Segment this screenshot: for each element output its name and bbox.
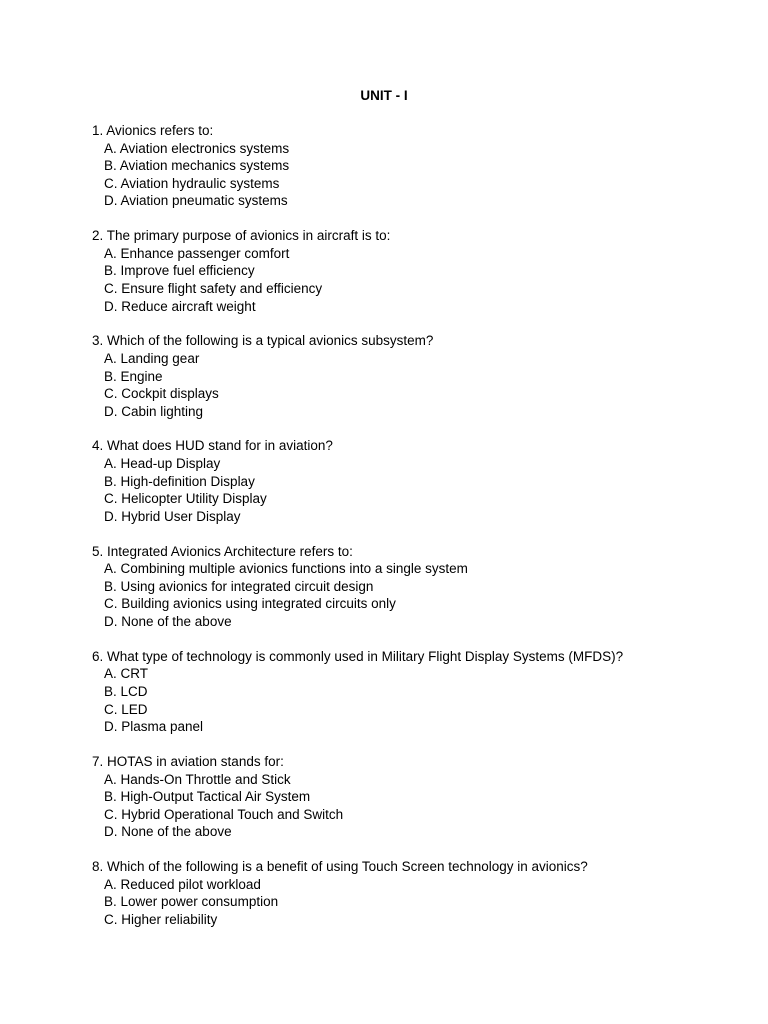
question-list (92, 122, 752, 946)
question-2 (92, 227, 752, 315)
question-text: 7. HOTAS in aviation stands for: (92, 753, 284, 769)
option-c: C. Ensure flight safety and efficiency (104, 280, 323, 296)
option-d: D. None of the above (104, 614, 232, 629)
question-text: 1. Avionics refers to: (92, 123, 214, 138)
option-c: C. Hybrid Operational Touch and Switch (104, 806, 344, 822)
option-a: A. Reduced pilot workload (104, 876, 261, 892)
option-d: D. Cabin lighting (104, 403, 204, 419)
option-b: B. Engine (104, 368, 163, 384)
option-a: A. Aviation electronics systems (104, 140, 290, 156)
option-b: B. Improve fuel efficiency (104, 263, 255, 279)
question-1 (92, 122, 752, 210)
option-b: B. LCD (104, 683, 148, 699)
option-b: B. High-Output Tactical Air System (104, 789, 311, 805)
option-c: C. Aviation hydraulic systems (104, 175, 280, 191)
option-d: D. None of the above (104, 824, 232, 840)
question-text: 8. Which of the following is a benefit of using Touch Screen technology in avionics? (92, 859, 588, 875)
option-d: D. Aviation pneumatic systems (104, 193, 288, 209)
option-b: B. High-definition Display (104, 473, 255, 489)
question-5 (92, 543, 752, 631)
option-a: A. Enhance passenger comfort (104, 245, 290, 261)
option-c: C. Higher reliability (104, 911, 218, 927)
option-a: A. CRT (104, 666, 149, 682)
option-c: C. Building avionics using integrated circuits only (104, 596, 396, 612)
option-d: D. Plasma panel (104, 719, 204, 735)
question-text: 3. Which of the following is a typical avionics subsystem? (92, 333, 434, 349)
option-a: A. Combining multiple avionics functions into a single system (104, 561, 468, 577)
question-8 (92, 858, 752, 928)
option-c: C. Cockpit displays (104, 386, 219, 402)
question-text: 6. What type of technology is commonly used in Military Flight Display Systems (MFDS)? (92, 648, 624, 664)
option-b: B. Aviation mechanics systems (104, 158, 290, 174)
option-a: A. Landing gear (104, 350, 200, 366)
option-a: A. Head-up Display (104, 456, 221, 472)
option-a: A. Hands-On Throttle and Stick (104, 771, 291, 787)
option-d: D. Reduce aircraft weight (104, 298, 256, 314)
option-b: B. Lower power consumption (104, 894, 279, 910)
question-4 (92, 437, 752, 525)
question-6 (92, 648, 752, 736)
page-title: UNIT - I (360, 88, 408, 103)
question-7 (92, 753, 752, 841)
option-b: B. Using avionics for integrated circuit design (104, 578, 374, 594)
question-3 (92, 332, 752, 420)
question-text: 2. The primary purpose of avionics in aircraft is to: (92, 228, 391, 244)
question-text: 4. What does HUD stand for in aviation? (92, 438, 333, 454)
option-d: D. Hybrid User Display (104, 508, 241, 524)
option-c: C. Helicopter Utility Display (104, 491, 267, 507)
question-text: 5. Integrated Avionics Architecture refers to: (92, 543, 353, 559)
option-c: C. LED (104, 701, 148, 717)
